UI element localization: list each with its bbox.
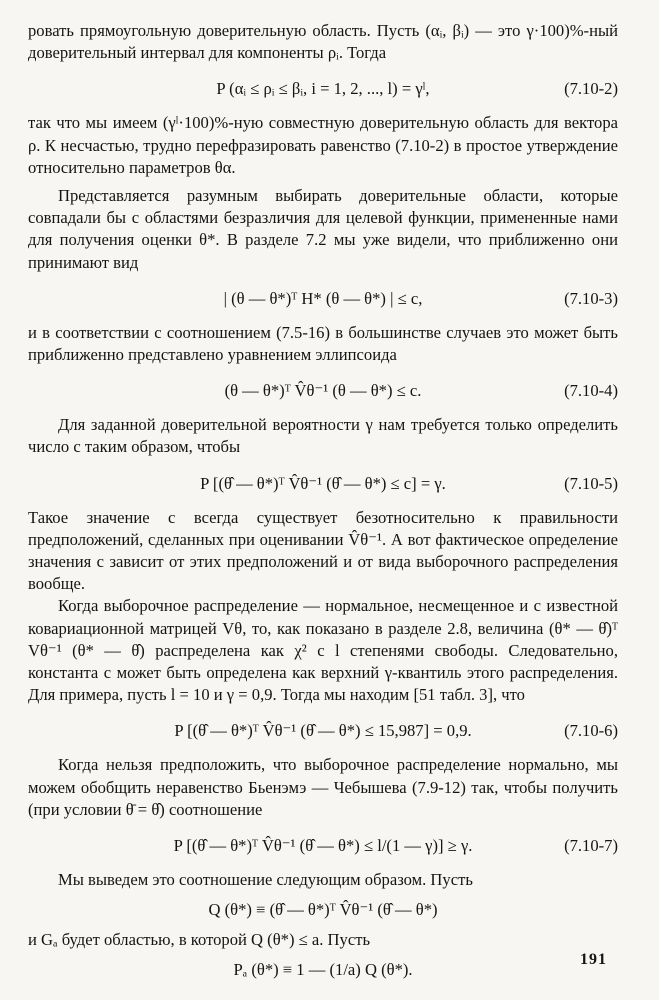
paragraph-2: так что мы имеем (γˡ·100)%-ную совместную доверительную область для вектора ρ. К несчастью, трудно перефразировать равенство (7.10-2) в простое утверждение относительно параметров θα. — [28, 113, 618, 177]
paragraph-1: ровать прямоугольную доверительную область. Пусть (αᵢ, βᵢ) — это γ·100)%-ный доверительный интервал для компоненты ρᵢ. Тогда — [28, 21, 618, 63]
paragraph-5: Для заданной доверительной вероятности γ нам требуется только определить число c таким образом, чтобы — [28, 415, 618, 457]
equation-number: (7.10-7) — [564, 836, 618, 856]
paragraph-3: Представляется разумным выбирать доверительные области, которые совпадали бы с областями безразличия для целевой функции, примененные нами для получения оценки θ*. В разделе 7.2 мы уже видели, что приближенно они принимают вид — [28, 186, 618, 272]
equation-expression: (θ — θ*)ᵀ V̂θ⁻¹ (θ — θ*) ≤ c. — [224, 381, 422, 401]
equation-p-definition — [28, 959, 618, 981]
page-body — [28, 20, 618, 989]
equation-7-10-5 — [28, 473, 618, 495]
equation-expression: Q (θ*) ≡ (θ̂ — θ*)ᵀ V̂θ⁻¹ (θ̂ — θ*) — [208, 900, 438, 920]
equation-number: (7.10-2) — [564, 79, 618, 99]
equation-expression: P [(θ̂ — θ*)ᵀ V̂θ⁻¹ (θ̂ — θ*) ≤ 15,987] = 0,9. — [174, 721, 472, 741]
equation-number: (7.10-4) — [564, 381, 618, 401]
equation-q-definition — [28, 899, 618, 921]
equation-7-10-2 — [28, 78, 618, 100]
equation-expression: | (θ — θ*)ᵀ H* (θ — θ*) | ≤ c, — [223, 288, 423, 308]
equation-expression: Pₐ (θ*) ≡ 1 — (1/a) Q (θ*). — [233, 960, 413, 980]
equation-expression: P [(θ̂ — θ*)ᵀ V̂θ⁻¹ (θ̂ — θ*) ≤ c] = γ. — [200, 473, 446, 493]
equation-expression: P (αᵢ ≤ ρᵢ ≤ βᵢ, i = 1, 2, ..., l) = γˡ, — [216, 79, 430, 99]
equation-7-10-4 — [28, 380, 618, 402]
equation-number: (7.10-6) — [564, 721, 618, 741]
page-number: 191 — [580, 951, 607, 968]
equation-number: (7.10-3) — [564, 288, 618, 308]
equation-expression: P [(θ̂ — θ*)ᵀ V̂θ⁻¹ (θ̂ — θ*) ≤ l/(1 — γ)] ≥ γ. — [173, 836, 473, 856]
paragraph-4: и в соответствии с соотношением (7.5-16) в большинстве случаев это может быть приближенно представлено уравнением эллипсоида — [28, 322, 618, 365]
equation-number: (7.10-5) — [564, 473, 618, 493]
paragraph-9: Мы выведем это соотношение следующим образом. Пусть — [58, 870, 473, 890]
equation-7-10-7 — [28, 835, 618, 857]
equation-7-10-6 — [28, 720, 618, 742]
paragraph-7: Когда выборочное распределение — нормальное, несмещенное и с известной ковариационной матрицей Vθ, то, как показано в разделе 2.8, величина (θ* — θ̂)ᵀ Vθ⁻¹ (θ* — θ̂) распределена как χ² с l степенями свободы. Следовательно, константа c может быть определена как верхний γ-квантиль этого распределения. Для примера, пусть l = 10 и γ = 0,9. Тогда мы находим [51 табл. 3], что — [28, 596, 618, 705]
paragraph-10: и Gₐ будет областью, в которой Q (θ*) ≤ a. Пусть — [28, 930, 371, 950]
equation-7-10-3 — [28, 288, 618, 310]
paragraph-8: Когда нельзя предположить, что выборочное распределение нормально, мы можем обобщить неравенство Бьенэмэ — Чебышева (7.9-12) так, чтобы получить (при условии θ̄ = θ̂) соотношение — [28, 755, 618, 819]
paragraph-6: Такое значение c всегда существует безотносительно к правильности предположений, сделанных при оценивании V̂θ⁻¹. А вот фактическое определение значения c зависит от этих предположений и от вида выборочного распределения вообще. — [28, 507, 618, 594]
